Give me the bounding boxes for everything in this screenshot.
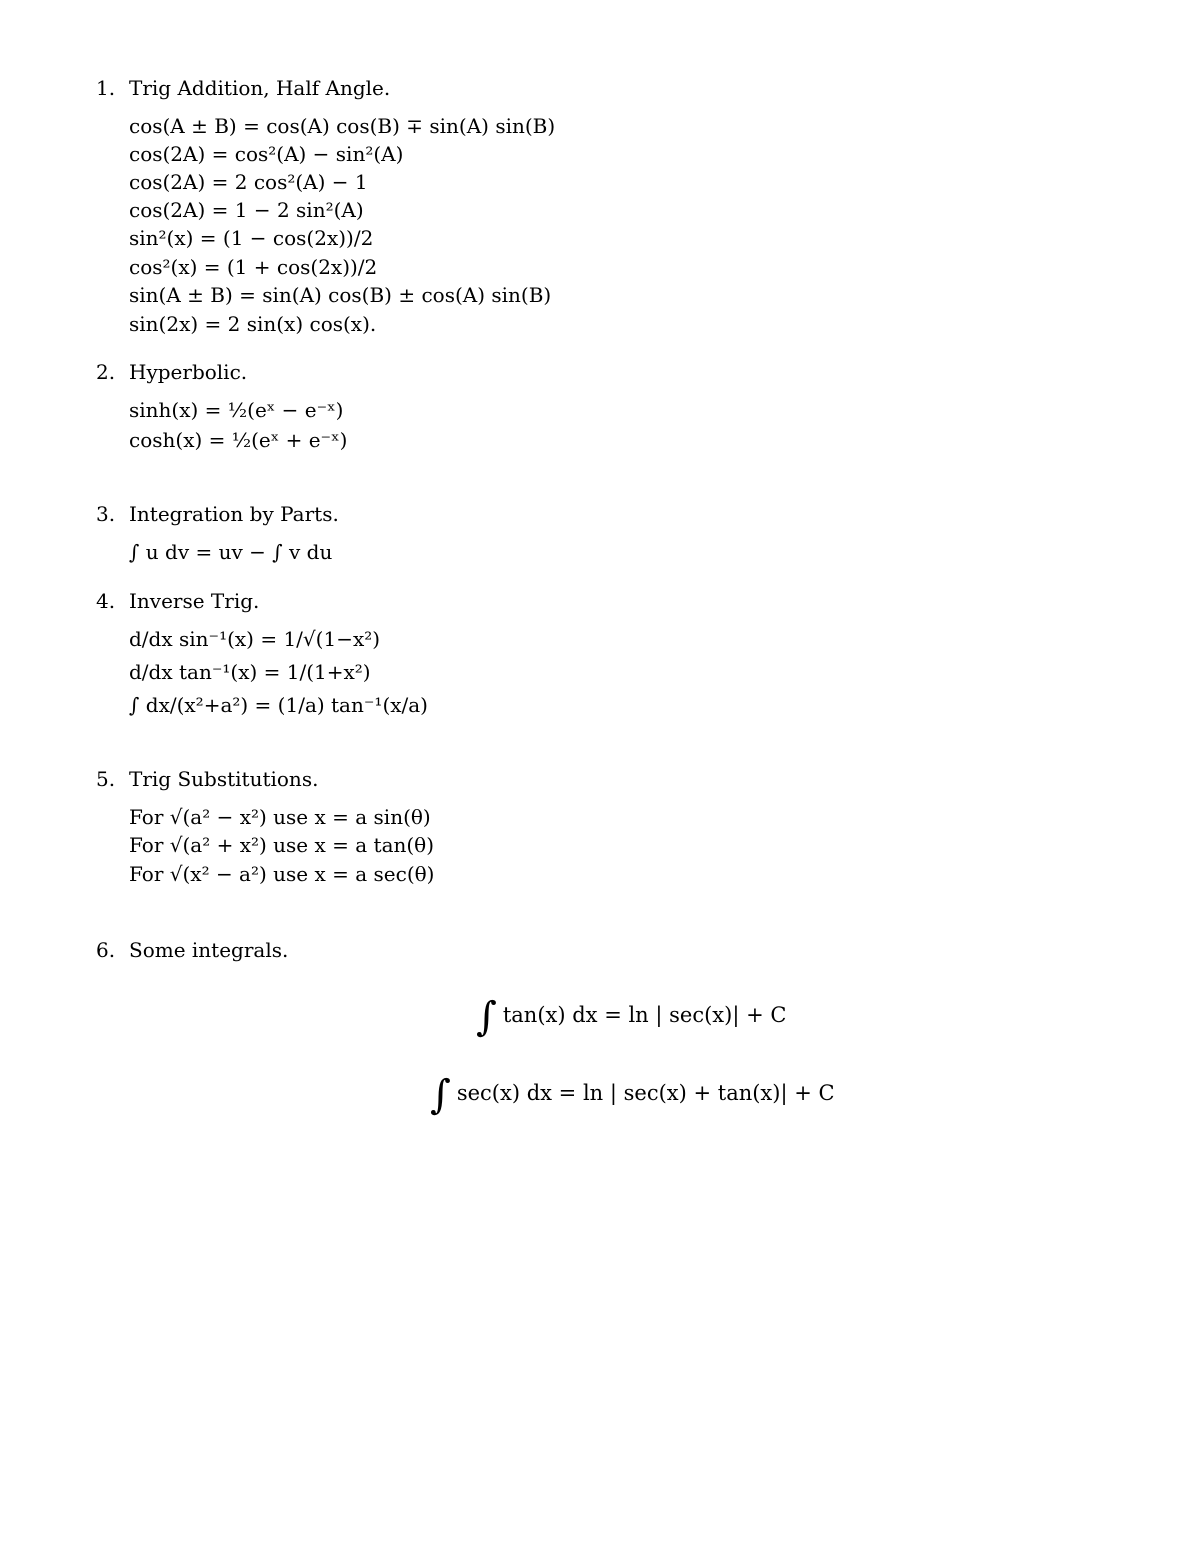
section-title: Integration by Parts. <box>129 502 339 526</box>
formula-line: sinh(x) = ½(eˣ − e⁻ˣ) <box>129 398 344 422</box>
section-title: Trig Addition, Half Angle. <box>129 76 391 100</box>
section-title: Inverse Trig. <box>129 589 260 613</box>
formula-line: ∫ dx/(x²+a²) = (1/a) tan⁻¹(x/a) <box>129 693 428 717</box>
section-heading <box>96 500 1096 528</box>
formula-line: cos(A ± B) = cos(A) cos(B) ∓ sin(A) sin(B) <box>129 114 556 138</box>
section-hyperbolic <box>96 358 1096 452</box>
section-title: Some integrals. <box>129 938 289 962</box>
formula-line: ∫ u dv = uv − ∫ v du <box>129 540 333 564</box>
section-heading <box>96 74 1096 102</box>
section-number: 3. <box>96 502 116 526</box>
section-number: 5. <box>96 767 116 791</box>
section-number: 4. <box>96 589 116 613</box>
display-integral-text: tan(x) dx = ln | sec(x)| + C <box>502 1003 787 1027</box>
formula-line: For √(a² − x²) use x = a sin(θ) <box>129 805 431 829</box>
formula-line: cos(2A) = cos²(A) − sin²(A) <box>129 142 404 166</box>
section-title: Trig Substitutions. <box>129 767 319 791</box>
integral-sign-icon: ∫ <box>430 1072 451 1118</box>
formula-line: d/dx sin⁻¹(x) = 1/√(1−x²) <box>129 627 381 651</box>
section-heading <box>96 358 1096 386</box>
display-integral-tan <box>476 994 787 1040</box>
section-title: Hyperbolic. <box>129 360 248 384</box>
integral-sign-icon: ∫ <box>476 994 497 1040</box>
formula-line: For √(x² − a²) use x = a sec(θ) <box>129 862 435 886</box>
section-trig-addition <box>96 74 1096 336</box>
formula-line: cos(2A) = 2 cos²(A) − 1 <box>129 170 368 194</box>
section-inverse-trig <box>96 587 1096 717</box>
section-number: 1. <box>96 76 116 100</box>
formula-line: cosh(x) = ½(eˣ + e⁻ˣ) <box>129 428 348 452</box>
formula-line: cos(2A) = 1 − 2 sin²(A) <box>129 198 364 222</box>
display-integral-text: sec(x) dx = ln | sec(x) + tan(x)| + C <box>456 1081 835 1105</box>
section-heading <box>96 936 1096 964</box>
display-integral-sec <box>430 1072 835 1118</box>
section-trig-substitutions <box>96 765 1096 886</box>
section-number: 6. <box>96 938 116 962</box>
section-number: 2. <box>96 360 116 384</box>
section-integration-by-parts <box>96 500 1096 564</box>
formula-line: cos²(x) = (1 + cos(2x))/2 <box>129 255 378 279</box>
section-heading <box>96 587 1096 615</box>
formula-line: sin(A ± B) = sin(A) cos(B) ± cos(A) sin(B) <box>129 283 552 307</box>
formula-line: d/dx tan⁻¹(x) = 1/(1+x²) <box>129 660 371 684</box>
section-some-integrals <box>96 936 1096 964</box>
formula-line: sin(2x) = 2 sin(x) cos(x). <box>129 312 377 336</box>
formula-line: For √(a² + x²) use x = a tan(θ) <box>129 833 435 857</box>
formula-line: sin²(x) = (1 − cos(2x))/2 <box>129 226 374 250</box>
section-heading <box>96 765 1096 793</box>
